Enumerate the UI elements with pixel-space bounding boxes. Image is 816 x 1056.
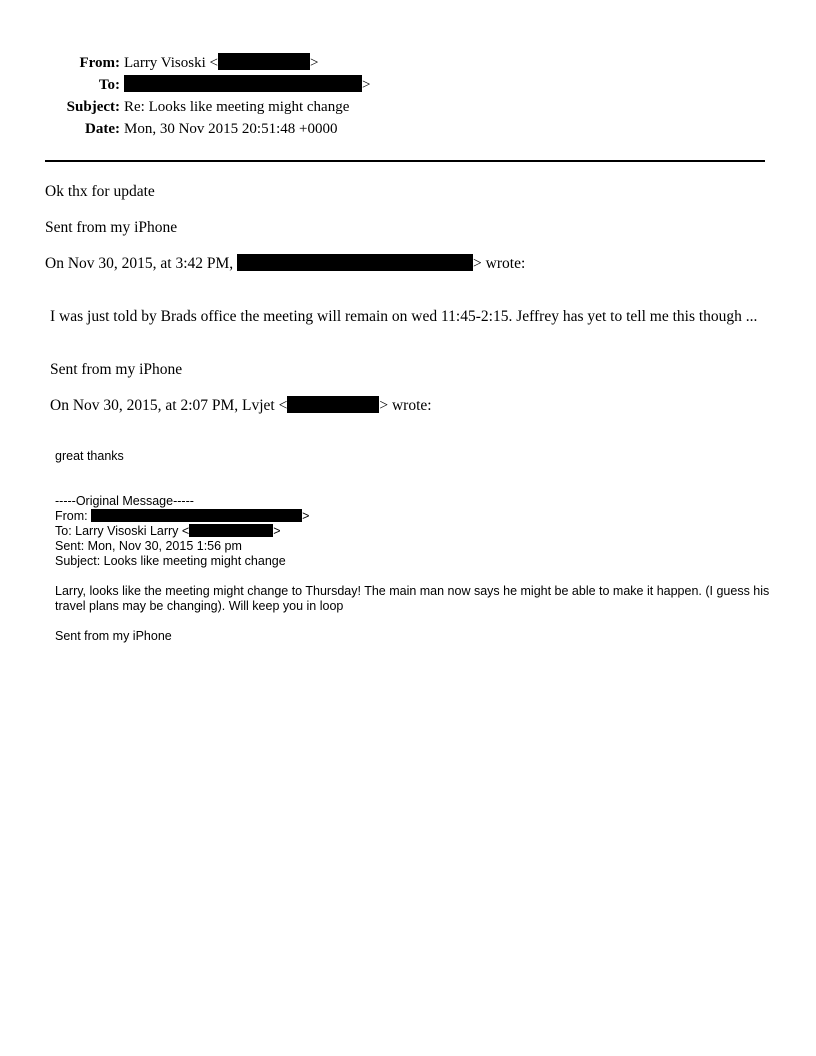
to-label: To: [98,77,120,93]
original-message-header: -----Original Message----- [55,494,194,508]
signature: Sent from my iPhone [50,361,183,378]
date-value: Mon, 30 Nov 2015 20:51:48 +0000 [124,121,338,137]
original-message-body: Larry, looks like the meeting might change to Thursday! The main man now says he might be able to make it happen. (I guess his travel plans may be changing). Will keep you in loop [55,584,770,613]
subject-row [0,97,816,117]
quote-attribution-2 [50,396,432,415]
redacted-block [189,524,273,537]
original-from-label: From: [55,509,88,523]
quote-attribution-1 [45,254,525,273]
to-close: > [362,77,371,93]
original-to-prefix: To: Larry Visoski Larry < [55,524,190,538]
header-divider [45,160,765,162]
original-to-close: > [273,524,281,538]
date-row [0,119,816,139]
subject-label: Subject: [66,99,120,115]
signature: Sent from my iPhone [45,219,178,236]
quote-attribution-prefix: On Nov 30, 2015, at 3:42 PM, [45,255,234,272]
from-row [0,53,816,73]
original-from-row [55,509,775,524]
quote-attribution-suffix: > wrote: [379,397,432,414]
original-message-block [55,494,775,569]
to-row [0,75,816,95]
quoted-paragraph: I was just told by Brads office the meeting will remain on wed 11:45-2:15. Jeffrey has yet to tell me this though ... [50,308,758,325]
quote-attribution-suffix: > wrote: [473,255,526,272]
original-sent: Sent: Mon, Nov 30, 2015 1:56 pm [55,539,242,553]
from-name: Larry Visoski < [124,55,218,71]
from-value [124,53,318,73]
redacted-block [91,509,302,522]
quote-attribution-prefix: On Nov 30, 2015, at 2:07 PM, Lvjet < [50,397,288,414]
original-signature: Sent from my iPhone [55,629,172,643]
redacted-block [237,254,473,271]
original-to-row [55,524,775,539]
original-from-close: > [302,509,310,523]
redacted-block [124,75,362,92]
date-label: Date: [85,121,120,137]
inner-reply-text: great thanks [55,449,124,463]
subject-value: Re: Looks like meeting might change [124,99,350,115]
from-label: From: [79,55,120,71]
original-subject: Subject: Looks like meeting might change [55,554,286,568]
email-header [0,0,816,150]
to-value [124,75,370,95]
redacted-block [218,53,310,70]
reply-text: Ok thx for update [45,183,155,200]
redacted-block [287,396,379,413]
from-close: > [309,55,319,71]
